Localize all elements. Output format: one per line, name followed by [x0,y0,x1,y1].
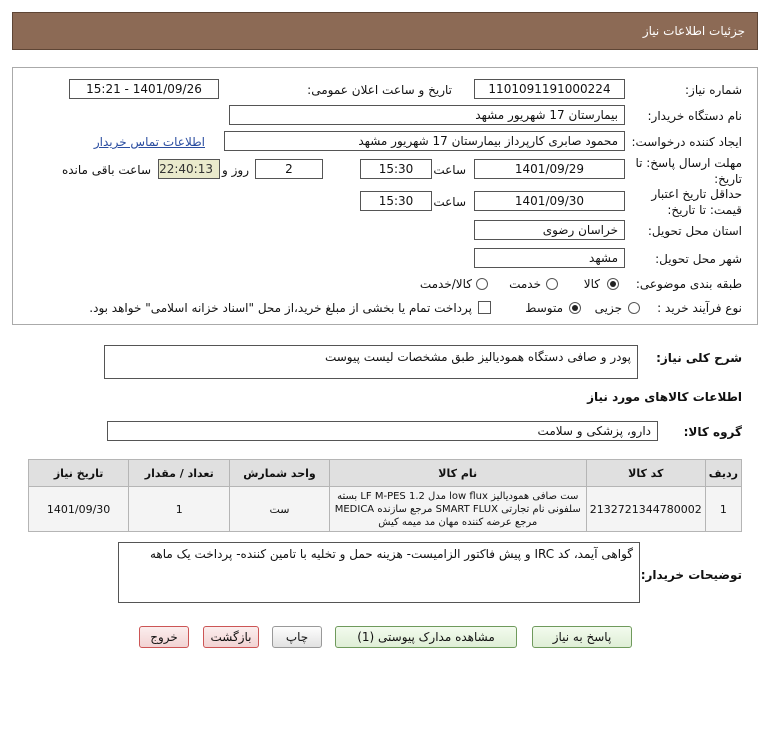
page-header [12,12,758,50]
category-option-goods-service: کالا/خدمت [419,277,472,291]
province-field: خراسان رضوی [474,220,625,240]
goods-group-field: دارو، پزشکی و سلامت [107,421,658,441]
category-option-service: خدمت [509,277,541,291]
page-title: جزئیات اطلاعات نیاز [642,24,745,38]
back-button[interactable]: بازگشت [203,626,259,648]
days-label: روز و [222,163,249,177]
category-radio-goods-service[interactable] [476,278,488,290]
process-radio-minor[interactable] [628,302,640,314]
cell-row: 1 [705,487,741,532]
cell-date: 1401/09/30 [29,487,129,532]
print-button[interactable]: چاپ [272,626,322,648]
cell-qty: 1 [129,487,230,532]
category-label: طبقه بندی موضوعی: [635,277,742,291]
col-header-qty: تعداد / مقدار [129,460,230,487]
validity-time-field: 15:30 [360,191,432,211]
col-header-row: ردیف [705,460,741,487]
cell-unit: ست [230,487,329,532]
goods-table-header [29,460,742,487]
goods-section-title: اطلاعات کالاهای مورد نیاز [587,390,742,404]
validity-date-field: 1401/09/30 [474,191,625,211]
exit-button[interactable]: خروج [139,626,189,648]
remaining-time-label: ساعت باقی مانده [61,163,151,177]
validity-time-label: ساعت [433,195,466,209]
city-label: شهر محل تحویل: [655,252,742,266]
summary-field: پودر و صافی دستگاه همودیالیز طبق مشخصات لیست پیوست [104,345,638,379]
creator-label: ایجاد کننده درخواست: [631,135,742,149]
remaining-time-field: 22:40:13 [158,159,220,179]
days-field: 2 [255,159,323,179]
buyer-org-label: نام دستگاه خریدار: [647,109,742,123]
category-option-goods: کالا [583,277,600,291]
province-label: استان محل تحویل: [647,224,742,238]
col-header-date: تاریخ نیاز [29,460,129,487]
col-header-name: نام کالا [329,460,586,487]
category-radio-goods[interactable] [607,278,619,290]
deadline-time-field: 15:30 [360,159,432,179]
announce-label: تاریخ و ساعت اعلان عمومی: [307,83,452,97]
reply-button[interactable]: پاسخ به نیاز [532,626,632,648]
deadline-date-field: 1401/09/29 [474,159,625,179]
cell-name: ست صافی همودیالیز low flux مدل LF M-PES 1.2 بسته سلفونی نام تجارتی SMART FLUX مرجع سازنده MEDICA مرجع عرضه کننده مهان مد میمه کیش [329,487,586,532]
goods-group-label: گروه کالا: [683,425,742,439]
buyer-contact-link[interactable]: اطلاعات تماس خریدار [93,135,205,149]
attachments-button[interactable]: مشاهده مدارک پیوستی (1) [335,626,517,648]
deadline-label: مهلت ارسال پاسخ: تا تاریخ: [635,156,742,186]
payment-checkbox[interactable] [478,301,491,314]
announce-field: 1401/09/26 - 15:21 [69,79,219,99]
city-field: مشهد [474,248,625,268]
deadline-time-label: ساعت [433,163,466,177]
creator-field: محمود صابری کارپرداز بیمارستان 17 شهریور مشهد [224,131,625,151]
payment-note: پرداخت تمام یا بخشی از مبلغ خرید،از محل "اسناد خزانه اسلامی" خواهد بود. [89,301,472,315]
category-radio-service[interactable] [546,278,558,290]
goods-table [28,459,742,532]
table-row [29,487,742,532]
validity-label: حداقل تاریخ اعتبار قیمت: تا تاریخ: [651,187,742,217]
need-number-label: شماره نیاز: [685,83,742,97]
buyer-notes-label: توضیحات خریدار: [640,568,742,582]
need-number-field: 1101091191000224 [474,79,625,99]
buyer-notes-field: گواهی آیمد، کد IRC و پیش فاکتور الزامیست- هزینه حمل و تخلیه با تامین کننده- پرداخت یک ماهه [118,542,640,603]
cell-code: 2132721344780002 [586,487,705,532]
col-header-code: کد کالا [586,460,705,487]
process-radio-medium[interactable] [569,302,581,314]
process-option-minor: جزیی [594,301,622,315]
buyer-org-field: بیمارستان 17 شهریور مشهد [229,105,625,125]
process-option-medium: متوسط [525,301,563,315]
col-header-unit: واحد شمارش [230,460,329,487]
process-label: نوع فرآیند خرید : [657,301,742,315]
summary-label: شرح کلی نیاز: [656,351,742,365]
